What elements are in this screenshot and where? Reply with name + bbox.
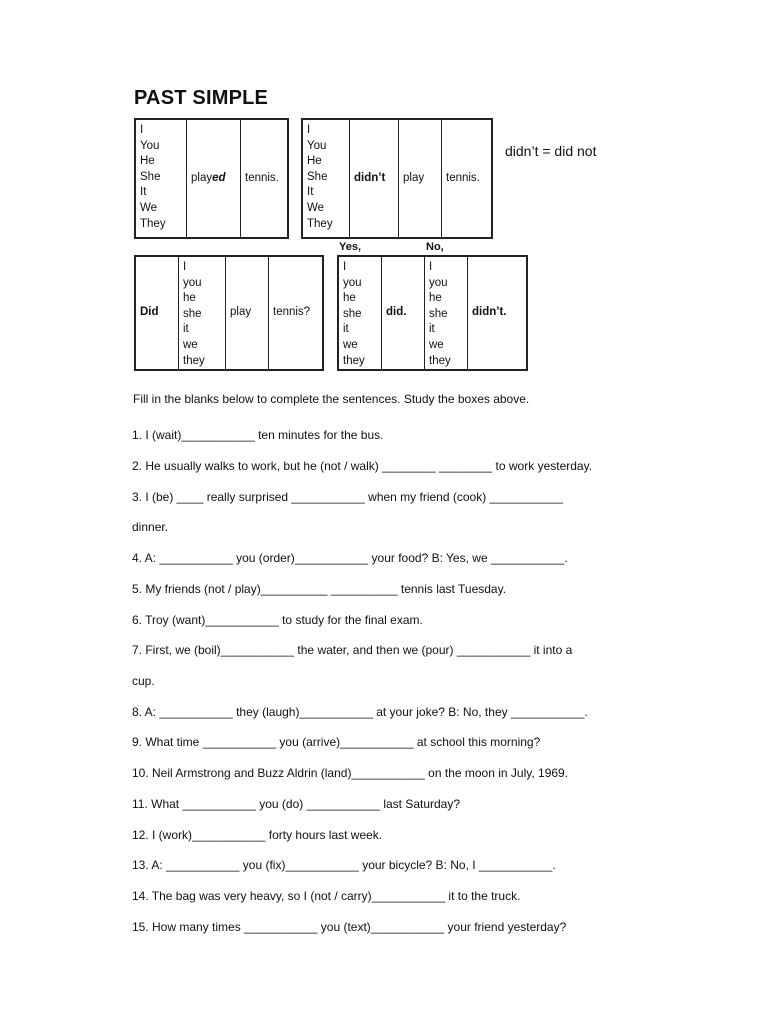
pronoun: she bbox=[343, 307, 362, 320]
pronoun: We bbox=[140, 201, 158, 214]
pronoun: they bbox=[183, 354, 205, 367]
exercise-line: 14. The bag was very heavy, so I (not / carry)___________ it to the truck. bbox=[132, 889, 521, 903]
verb-cell: play bbox=[399, 119, 442, 238]
pronoun: He bbox=[307, 155, 322, 168]
pronoun: You bbox=[307, 139, 327, 152]
pronoun: they bbox=[343, 354, 365, 367]
exercise-line: cup. bbox=[132, 674, 155, 688]
verb-cell bbox=[187, 119, 241, 238]
object-cell: tennis. bbox=[442, 119, 493, 238]
negative-table bbox=[301, 118, 493, 239]
pronoun: It bbox=[140, 186, 147, 199]
pronoun: you bbox=[429, 276, 448, 289]
exercise-line: 7. First, we (boil)___________ the water, and then we (pour) ___________ it into a bbox=[132, 643, 573, 657]
affirmative-table bbox=[134, 118, 289, 239]
short-answers-table bbox=[337, 255, 528, 371]
pronoun: he bbox=[429, 292, 442, 305]
exercise-line: 12. I (work)___________ forty hours last week. bbox=[132, 828, 383, 842]
exercise-line: dinner. bbox=[132, 520, 169, 534]
object-cell: tennis? bbox=[269, 256, 324, 370]
pronoun: I bbox=[183, 261, 187, 273]
pronoun: You bbox=[140, 139, 160, 152]
pronoun: we bbox=[183, 338, 198, 351]
exercise-line: 15. How many times ___________ you (text)___________ your friend yesterday? bbox=[132, 920, 567, 934]
verb-cell: play bbox=[226, 256, 269, 370]
pronoun: They bbox=[140, 217, 166, 230]
pronoun: it bbox=[183, 323, 189, 336]
question-table bbox=[134, 255, 324, 371]
exercise-line: 3. I (be) ____ really surprised ___________ when my friend (cook) ___________ bbox=[132, 490, 563, 504]
pronoun: I bbox=[307, 124, 311, 136]
pronoun: It bbox=[307, 186, 314, 199]
pronoun: they bbox=[429, 354, 451, 367]
pronoun: She bbox=[140, 170, 161, 183]
exercise-line: 5. My friends (not / play)__________ __________ tennis last Tuesday. bbox=[132, 582, 507, 596]
pronoun: He bbox=[140, 155, 155, 168]
page-title: PAST SIMPLE bbox=[134, 87, 269, 109]
exercise-line: 4. A: ___________ you (order)___________ your food? B: Yes, we ___________. bbox=[132, 551, 568, 565]
yes-label: Yes, bbox=[339, 241, 362, 253]
exercise-line: 13. A: ___________ you (fix)___________ your bicycle? B: No, I ___________. bbox=[132, 858, 556, 872]
pronoun: we bbox=[343, 338, 358, 351]
no-aux-cell: didn’t. bbox=[468, 256, 528, 370]
object-cell: tennis. bbox=[241, 119, 289, 238]
yes-pronoun-list bbox=[338, 256, 382, 370]
no-label: No, bbox=[426, 241, 444, 253]
pronoun: she bbox=[429, 307, 448, 320]
pronoun: She bbox=[307, 170, 328, 183]
exercise-line: 2. He usually walks to work, but he (not / walk) ________ ________ to work yesterday. bbox=[132, 459, 593, 473]
exercise-line: 9. What time ___________ you (arrive)___________ at school this morning? bbox=[132, 735, 541, 749]
exercise-line: 1. I (wait)___________ ten minutes for the bus. bbox=[132, 428, 384, 442]
instructions: Fill in the blanks below to complete the sentences. Study the boxes above. bbox=[133, 392, 530, 406]
verb-stem: play bbox=[191, 171, 213, 184]
pronoun: I bbox=[343, 261, 347, 273]
exercise-line: 10. Neil Armstrong and Buzz Aldrin (land)___________ on the moon in July, 1969. bbox=[132, 766, 569, 780]
exercise-line: 11. What ___________ you (do) ___________ last Saturday? bbox=[132, 797, 461, 811]
no-pronoun-list bbox=[425, 256, 468, 370]
exercise-line: 8. A: ___________ they (laugh)___________ at your joke? B: No, they ___________. bbox=[132, 705, 588, 719]
pronoun: he bbox=[183, 292, 196, 305]
pronoun: We bbox=[307, 201, 325, 214]
pronoun-list bbox=[302, 119, 350, 238]
pronoun: They bbox=[307, 217, 333, 230]
pronoun-list bbox=[135, 119, 187, 238]
pronoun: you bbox=[343, 276, 362, 289]
pronoun: you bbox=[183, 276, 202, 289]
pronoun: I bbox=[429, 261, 433, 273]
pronoun: he bbox=[343, 292, 356, 305]
pronoun: I bbox=[140, 124, 144, 136]
exercise-line: 6. Troy (want)___________ to study for the final exam. bbox=[132, 613, 423, 627]
pronoun: it bbox=[429, 323, 435, 336]
pronoun-list bbox=[179, 256, 226, 370]
yes-aux-cell: did. bbox=[382, 256, 425, 370]
pronoun: she bbox=[183, 307, 202, 320]
aux-cell: didn’t bbox=[350, 119, 399, 238]
contraction-note: didn’t = did not bbox=[505, 143, 597, 159]
aux-cell: Did bbox=[135, 256, 179, 370]
pronoun: we bbox=[429, 338, 444, 351]
verb-suffix: ed bbox=[212, 171, 226, 184]
pronoun: it bbox=[343, 323, 349, 336]
